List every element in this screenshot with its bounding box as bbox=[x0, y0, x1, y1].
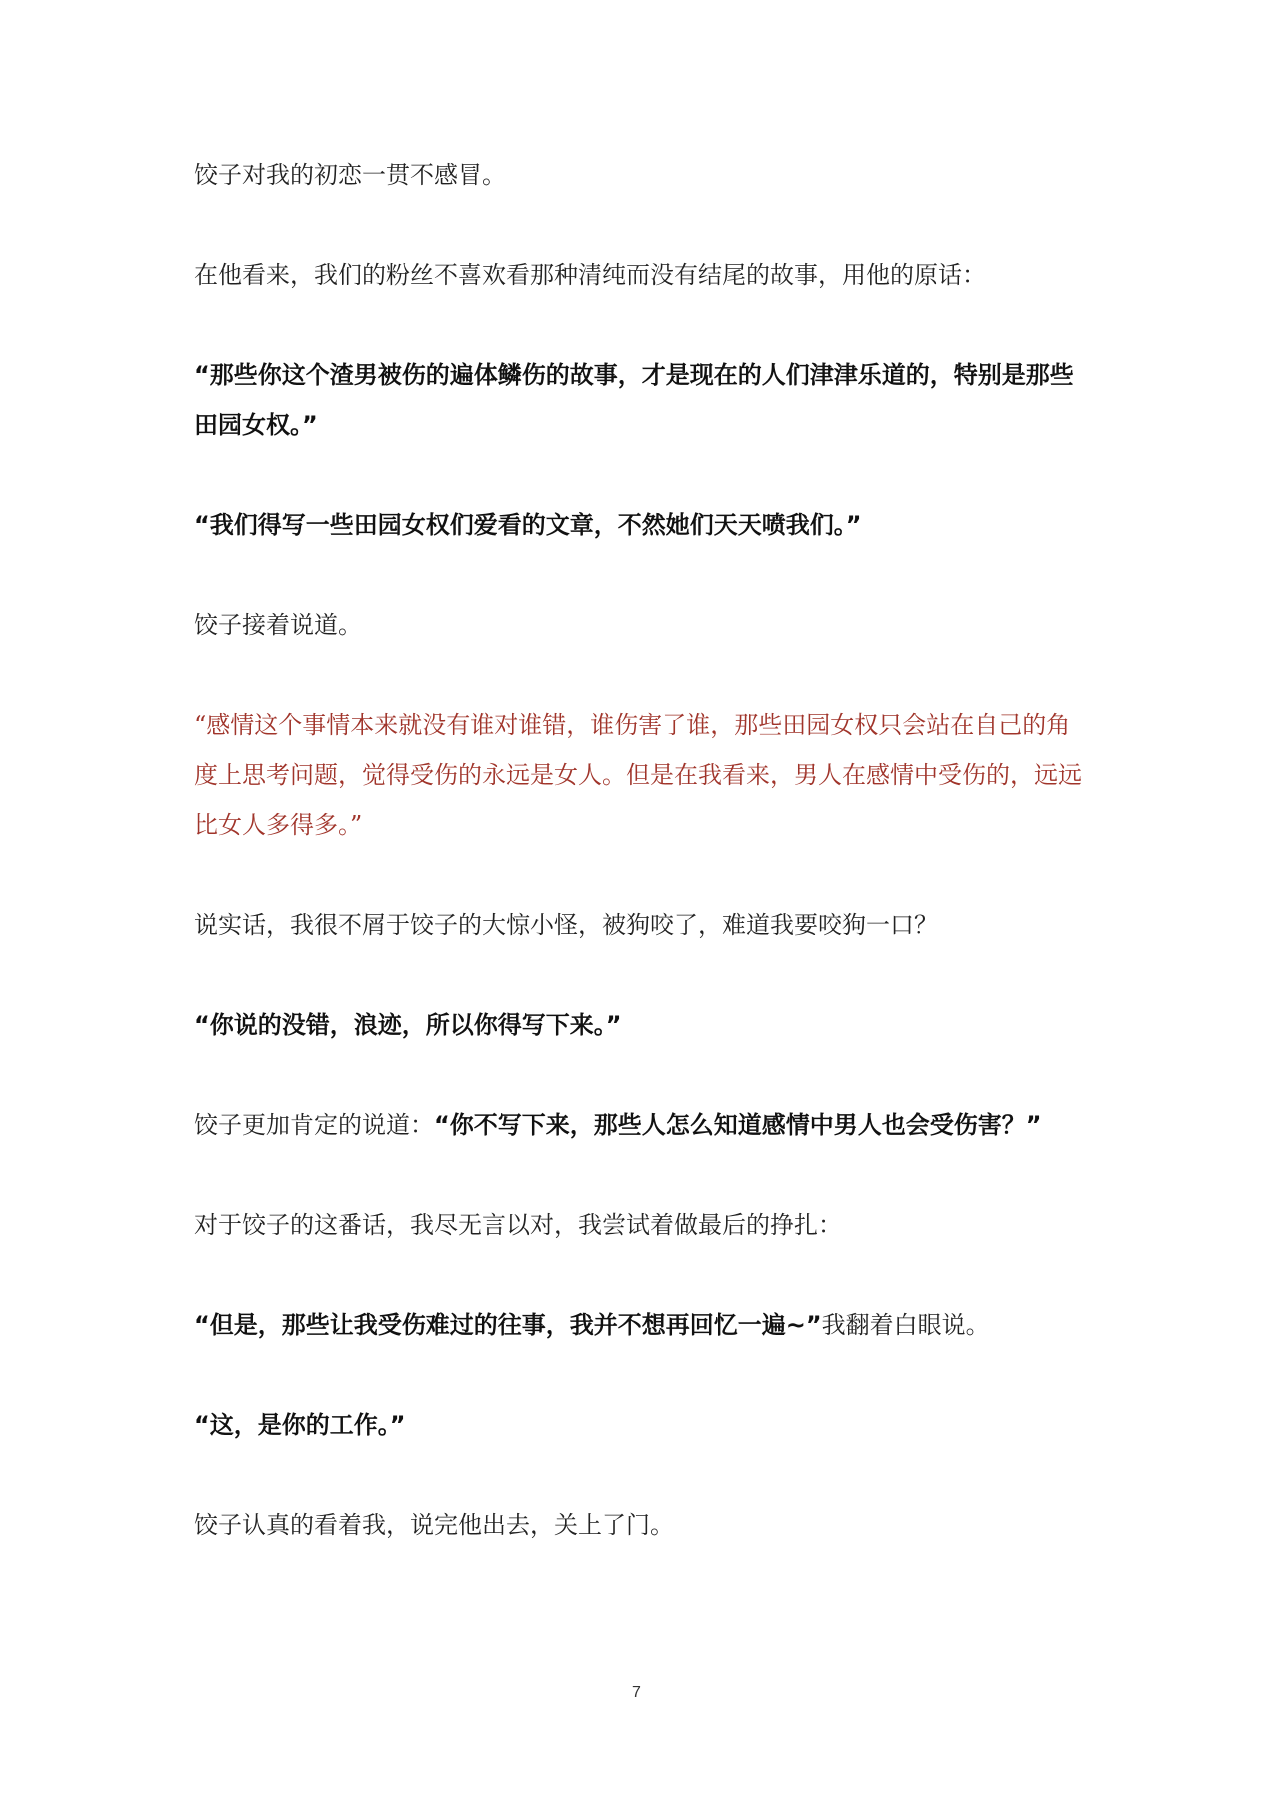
paragraph-8-quote: “你说的没错，浪迹，所以你得写下来。” bbox=[194, 1011, 622, 1039]
paragraph-11-quote: “但是，那些让我受伤难过的往事，我并不想再回忆一遍~” bbox=[194, 1311, 822, 1339]
paragraph-5: 饺子接着说道。 bbox=[194, 611, 362, 639]
paragraph-12-quote: “这，是你的工作。” bbox=[194, 1411, 406, 1439]
paragraph-11-plain: 我翻着白眼说。 bbox=[821, 1311, 990, 1339]
paragraph-6-red-quote: “感情这个事情本来就没有谁对谁错，谁伤害了谁，那些田园女权只会站在自己的角度上思考问题，觉得受伤的永远是女人。但是在我看来，男人在感情中受伤的，远远比女人多得多。” bbox=[194, 711, 1082, 839]
paragraph-13: 饺子认真的看着我，说完他出去，关上了门。 bbox=[194, 1511, 674, 1539]
paragraph-9-plain: 饺子更加肯定的说道： bbox=[194, 1111, 434, 1139]
paragraph-9 bbox=[194, 1100, 1094, 1150]
paragraph-2: 在他看来，我们的粉丝不喜欢看那种清纯而没有结尾的故事，用他的原话： bbox=[194, 261, 986, 289]
page-number: 7 bbox=[632, 1684, 641, 1701]
paragraph-3-quote: “那些你这个渣男被伤的遍体鳞伤的故事，才是现在的人们津津乐道的，特别是那些田园女权。” bbox=[194, 361, 1074, 439]
paragraph-10: 对于饺子的这番话，我尽无言以对，我尝试着做最后的挣扎： bbox=[194, 1211, 842, 1239]
paragraph-1: 饺子对我的初恋一贯不感冒。 bbox=[194, 161, 506, 189]
document-body bbox=[194, 150, 1094, 1600]
paragraph-9-quote: “你不写下来，那些人怎么知道感情中男人也会受伤害？” bbox=[434, 1111, 1042, 1139]
paragraph-4-quote: “我们得写一些田园女权们爱看的文章，不然她们天天喷我们。” bbox=[194, 511, 862, 539]
paragraph-11 bbox=[194, 1300, 1094, 1350]
paragraph-7: 说实话，我很不屑于饺子的大惊小怪，被狗咬了，难道我要咬狗一口？ bbox=[194, 911, 938, 939]
